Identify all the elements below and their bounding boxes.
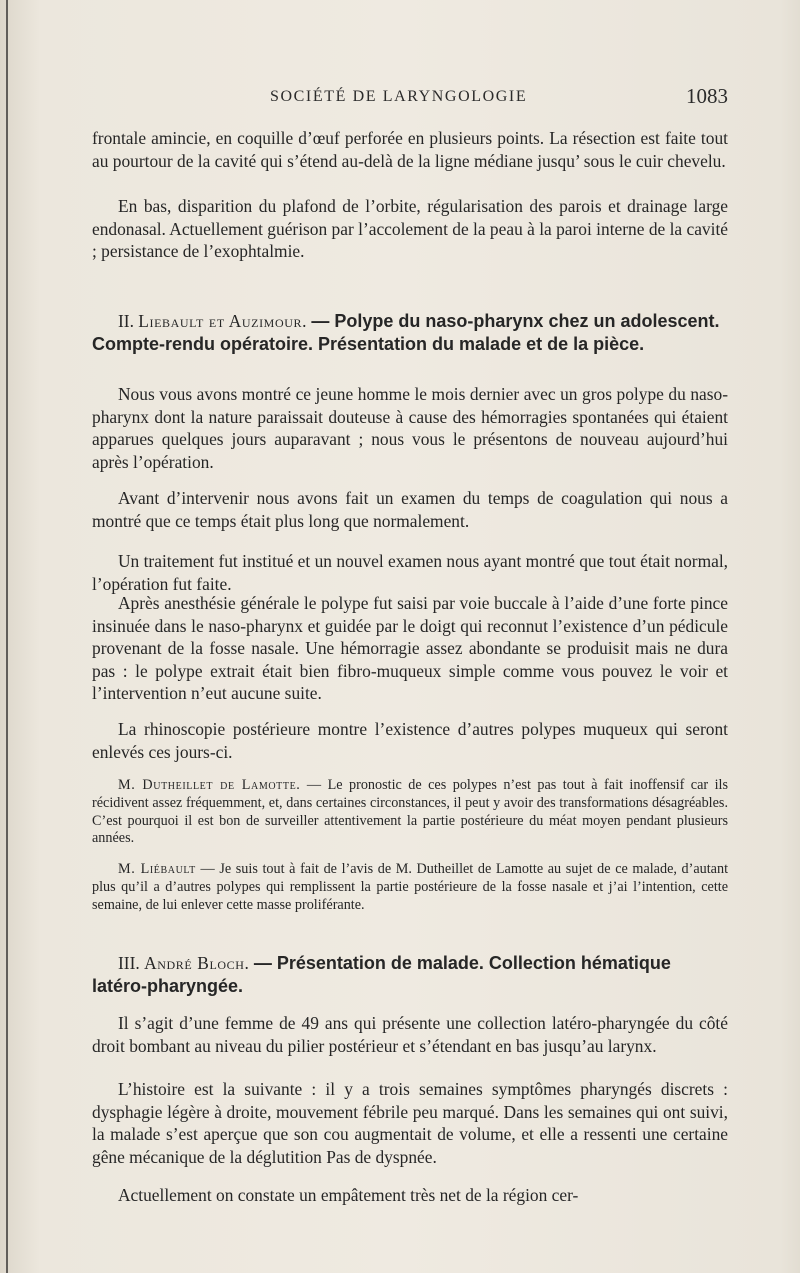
paragraph-text: Après anesthésie générale le polype fut saisi par voie buccale à l’aide d’une forte pince insinuée dans le naso-pharynx et guidée par le doigt qui reconnut l’existence d’un pédicule provenant de la fosse nasale. Une hémorragie assez abondante se produisit mais ne dura pas : le polype extrait était bien fibro-muqueux simple comme vous pouvez le voir et l’intervention n’eut aucune suite.	[92, 593, 728, 704]
paragraph-text: En bas, disparition du plafond de l’orbite, régularisation des parois et drainage large endonasal. Actuellement guérison par l’accolement de la peau à la paroi interne de la cavité ; persistance de l’exophtalmie.	[92, 196, 728, 262]
section-number: II.	[118, 311, 134, 331]
binding-edge	[6, 0, 8, 1273]
paragraph	[92, 550, 728, 595]
section-heading-2	[92, 310, 728, 355]
discussion-remark	[92, 861, 728, 914]
running-header	[92, 86, 728, 114]
paragraph-text: Actuellement on constate un empâtement très net de la région cer-	[118, 1185, 579, 1205]
paragraph	[92, 1012, 728, 1057]
running-title: SOCIÉTÉ DE LARYNGOLOGIE	[270, 88, 528, 105]
paragraph-text: frontale amincie, en coquille d’œuf perforée en plusieurs points. La résection est faite tout au pourtour de la cavité qui s’étend au-delà de la ligne médiane jusqu’ sous le cuir chevelu.	[92, 128, 728, 171]
section-title: — Présentation de malade. Collection hématique latéro-pharyngée.	[92, 953, 671, 996]
speaker-name: M. Liébault	[118, 861, 196, 877]
discussion-remark	[92, 777, 728, 848]
section-authors: Liebault et Auzimour.	[138, 311, 308, 331]
paragraph-text: La rhinoscopie postérieure montre l’existence d’autres polypes muqueux qui seront enlevés ces jours-ci.	[92, 719, 728, 762]
remark-text: — Le pronostic de ces polypes n’est pas tout à fait inoffensif car ils récidivent assez fréquemment, et, dans certaines circonstances, il peut y avoir des transformations désagréables. C’est pourquoi il est bon de surveiller attentivement la partie postérieure du méat moyen pendant plusieurs années.	[92, 777, 728, 847]
paragraph	[92, 718, 728, 763]
section-authors: André Bloch.	[144, 953, 250, 973]
paragraph	[92, 1078, 728, 1168]
page-number: 1083	[686, 84, 728, 108]
speaker-name: M. Dutheillet de Lamotte.	[118, 777, 301, 793]
section-heading-3	[92, 952, 728, 997]
paragraph-text: Nous vous avons montré ce jeune homme le mois dernier avec un gros polype du naso-pharynx dont la nature paraissait douteuse à cause des hémorragies spontanées qui étaient apparues quelques jours auparavant ; nous vous le présentons de nouveau aujourd’hui après l’opération.	[92, 384, 728, 472]
section-number: III.	[118, 953, 140, 973]
paragraph-text: L’histoire est la suivante : il y a trois semaines symptômes pharyngés discrets : dysphagie légère à droite, mouvement fébrile peu marqué. Dans les semaines qui ont suivi, la malade s’est aperçue que son cou augmentait de volume, et elle a ressenti une certaine gêne mécanique de la déglutition Pas de dyspnée.	[92, 1079, 728, 1167]
paragraph-continuation	[92, 127, 728, 172]
paragraph-text: Il s’agit d’une femme de 49 ans qui présente une collection latéro-pharyngée du côté droit bombant au niveau du pilier postérieur et s’étendant en bas jusqu’au larynx.	[92, 1013, 728, 1056]
remark-text: — Je suis tout à fait de l’avis de M. Dutheillet de Lamotte au sujet de ce malade, d’autant plus qu’il a d’autres polypes qui remplissent la partie postérieure de la fosse nasale et j’ai l’intention, cette semaine, de lui enlever cette masse proliférante.	[92, 861, 729, 913]
paragraph-text: Un traitement fut institué et un nouvel examen nous ayant montré que tout était normal, l’opération fut faite.	[92, 551, 728, 594]
paragraph-text: Avant d’intervenir nous avons fait un examen du temps de coagulation qui nous a montré que ce temps était plus long que normalement.	[92, 488, 728, 531]
paragraph	[92, 383, 728, 473]
paragraph	[92, 487, 728, 532]
paragraph	[92, 592, 728, 705]
paragraph	[92, 195, 728, 263]
paragraph	[92, 1184, 728, 1207]
section-title: — Polype du naso-pharynx chez un adolescent. Compte-rendu opératoire. Présentation du malade et de la pièce.	[92, 311, 720, 354]
